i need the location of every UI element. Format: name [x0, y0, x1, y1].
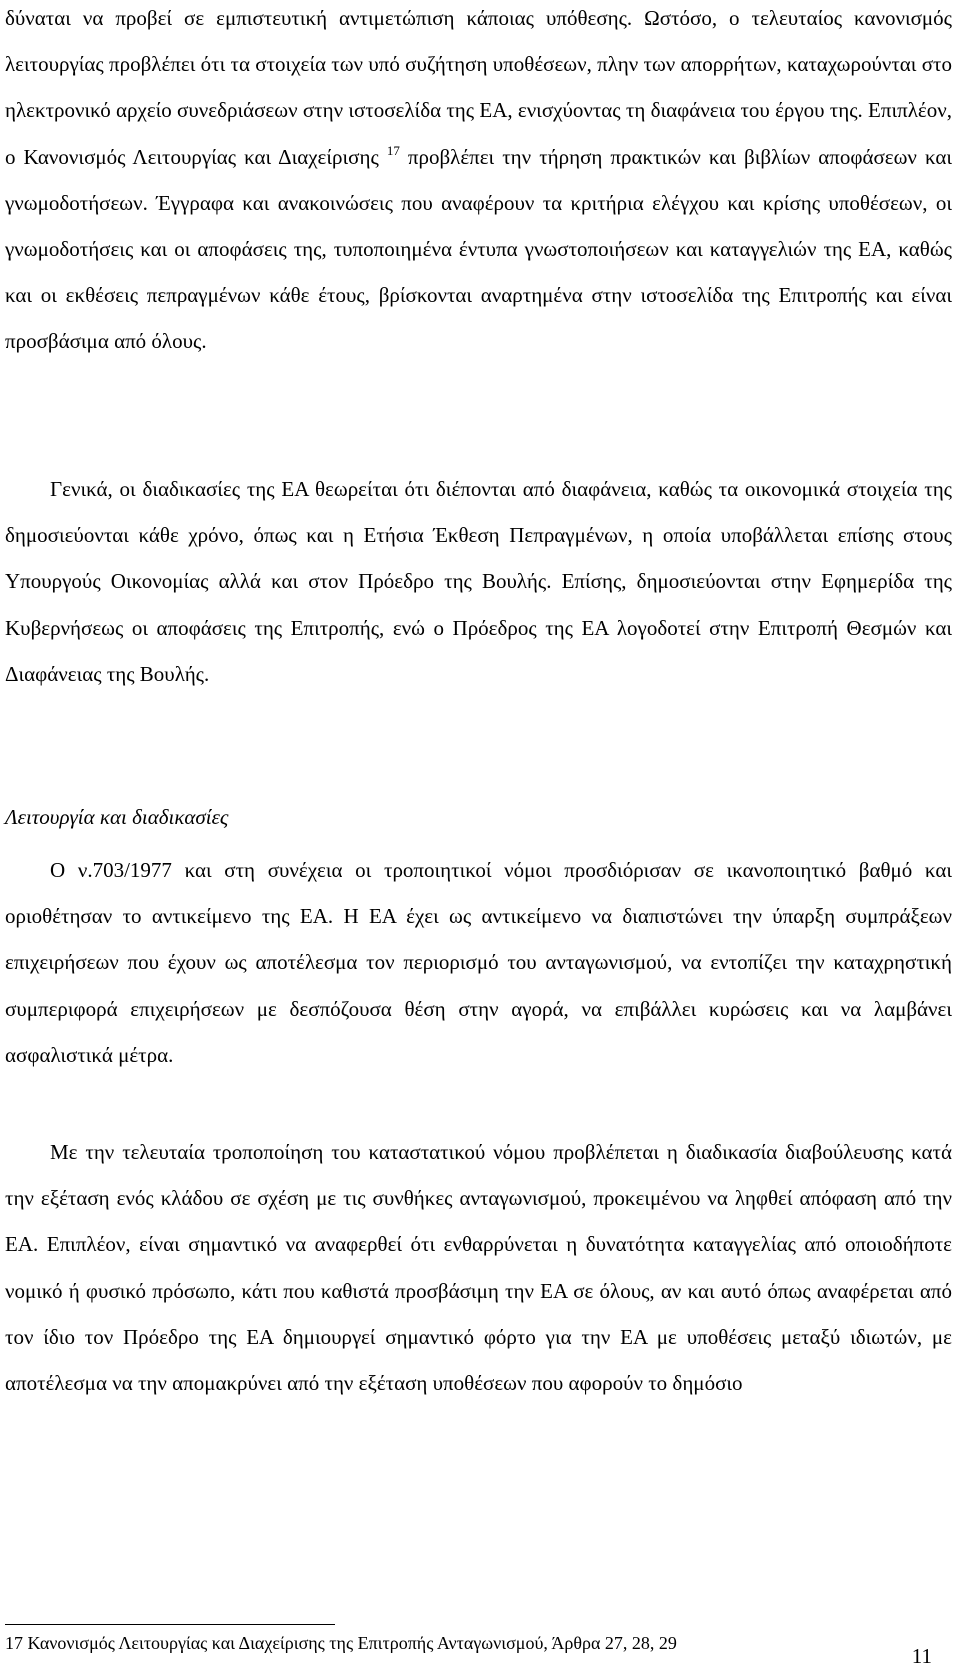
paragraph-general-transparency: Γενικά, οι διαδικασίες της ΕΑ θεωρείται ότι διέπονται από διαφάνεια, καθώς τα οικονομικά στοιχεία της δημοσιεύονται κάθε χρόνο, όπως και η Ετήσια Έκθεση Πεπραγμένων, η οποία υποβάλλεται επίσης στους Υπουργούς Οικονομίας αλλά και στον Πρόεδρο της Βουλής. Επίσης, δημοσιεύονται στην Εφημερίδα της Κυβερνήσεως οι αποφάσεις της Επιτροπής, ενώ ο Πρόεδρος της ΕΑ λογοδοτεί στην Επιτροπή Θεσμών και Διαφάνειας της Βουλής. — [5, 477, 952, 686]
paragraph-transparency-rules — [5, 0, 952, 365]
paragraph-latest-amendment: Με την τελευταία τροποποίηση του καταστατικού νόμου προβλέπεται η διαδικασία διαβούλευσης κατά την εξέταση ενός κλάδου σε σχέση με τις συνθήκες ανταγωνισμού, προκειμένου να ληφθεί απόφαση από την ΕΑ. Επιπλέον, είναι σημαντικό να αναφερθεί ότι ενθαρρύνεται η δυνατότητα καταγγελίας από οποιοδήποτε νομικό ή φυσικό πρόσωπο, κάτι που καθιστά προσβάσιμη την ΕΑ σε όλους, αν και αυτό όπως αναφέρεται από τον ίδιο τον Πρόεδρο της ΕΑ δημιουργεί σημαντικό φόρτο για την ΕΑ με υποθέσεις μεταξύ ιδιωτών, με αποτέλεσμα να την απομακρύνει από την εξέταση υποθέσεων που αφορούν το δημόσιο — [5, 1140, 952, 1396]
document-page — [5, 0, 952, 1678]
footnote-separator — [5, 1624, 335, 1625]
page-number: 11 — [911, 1644, 932, 1668]
paragraph-text: προβλέπει την τήρηση πρακτικών και βιβλίων αποφάσεων και γνωμοδοτήσεων. Έγγραφα και ανακοινώσεις που αναφέρουν τα κριτήρια ελέγχου και κρίσης υποθέσεων, οι γνωμοδοτήσεις και οι αποφάσεις της, τυποποιημένα έντυπα γνωστοποιήσεων και καταγγελιών της ΕΑ, καθώς και οι εκθέσεις πεπραγμένων κάθε έτους, βρίσκονται αναρτημένα στην ιστοσελίδα της Επιτροπής και είναι προσβάσιμα από όλους. — [5, 144, 953, 354]
paragraph-text: δύναται να προβεί σε εμπιστευτική αντιμετώπιση κάποιας υπόθεσης. Ωστόσο, ο τελευταίος κανονισμός λειτουργίας προβλέπει ότι τα στοιχεία των υπό συζήτηση υποθέσεων, πλην των απορρήτων, καταχωρούνται στο ηλεκτρονικό αρχείο συνεδριάσεων στην ιστοσελίδα της ΕΑ, ενισχύοντας τη διαφάνεια του έργου της. Επιπλέον, ο Κανονισμός Λειτουργίας και Διαχείρισης — [5, 6, 952, 169]
paragraph-law-703: Ο ν.703/1977 και στη συνέχεια οι τροποιητικοί νόμοι προσδιόρισαν σε ικανοποιητικό βαθμό και οριοθέτησαν το αντικείμενο της ΕΑ. Η ΕΑ έχει ως αντικείμενο να διαπιστώνει την ύπαρξη συμπράξεων επιχειρήσεων που έχουν ως αποτέλεσμα τον περιορισμό του ανταγωνισμού, να εντοπίζει την καταχρηστική συμπεριφορά επιχειρήσεων με δεσπόζουσα θέση στην αγορά, να επιβάλλει κυρώσεις και να λαμβάνει ασφαλιστικά μέτρα. — [5, 858, 952, 1067]
footnote-reference: 17 — [386, 142, 400, 158]
footnote: 17 Κανονισμός Λειτουργίας και Διαχείρισης της Επιτροπής Ανταγωνισμού, Άρθρα 27, 28, 29 — [5, 1633, 677, 1653]
section-heading: Λειτουργία και διαδικασίες — [5, 805, 229, 829]
